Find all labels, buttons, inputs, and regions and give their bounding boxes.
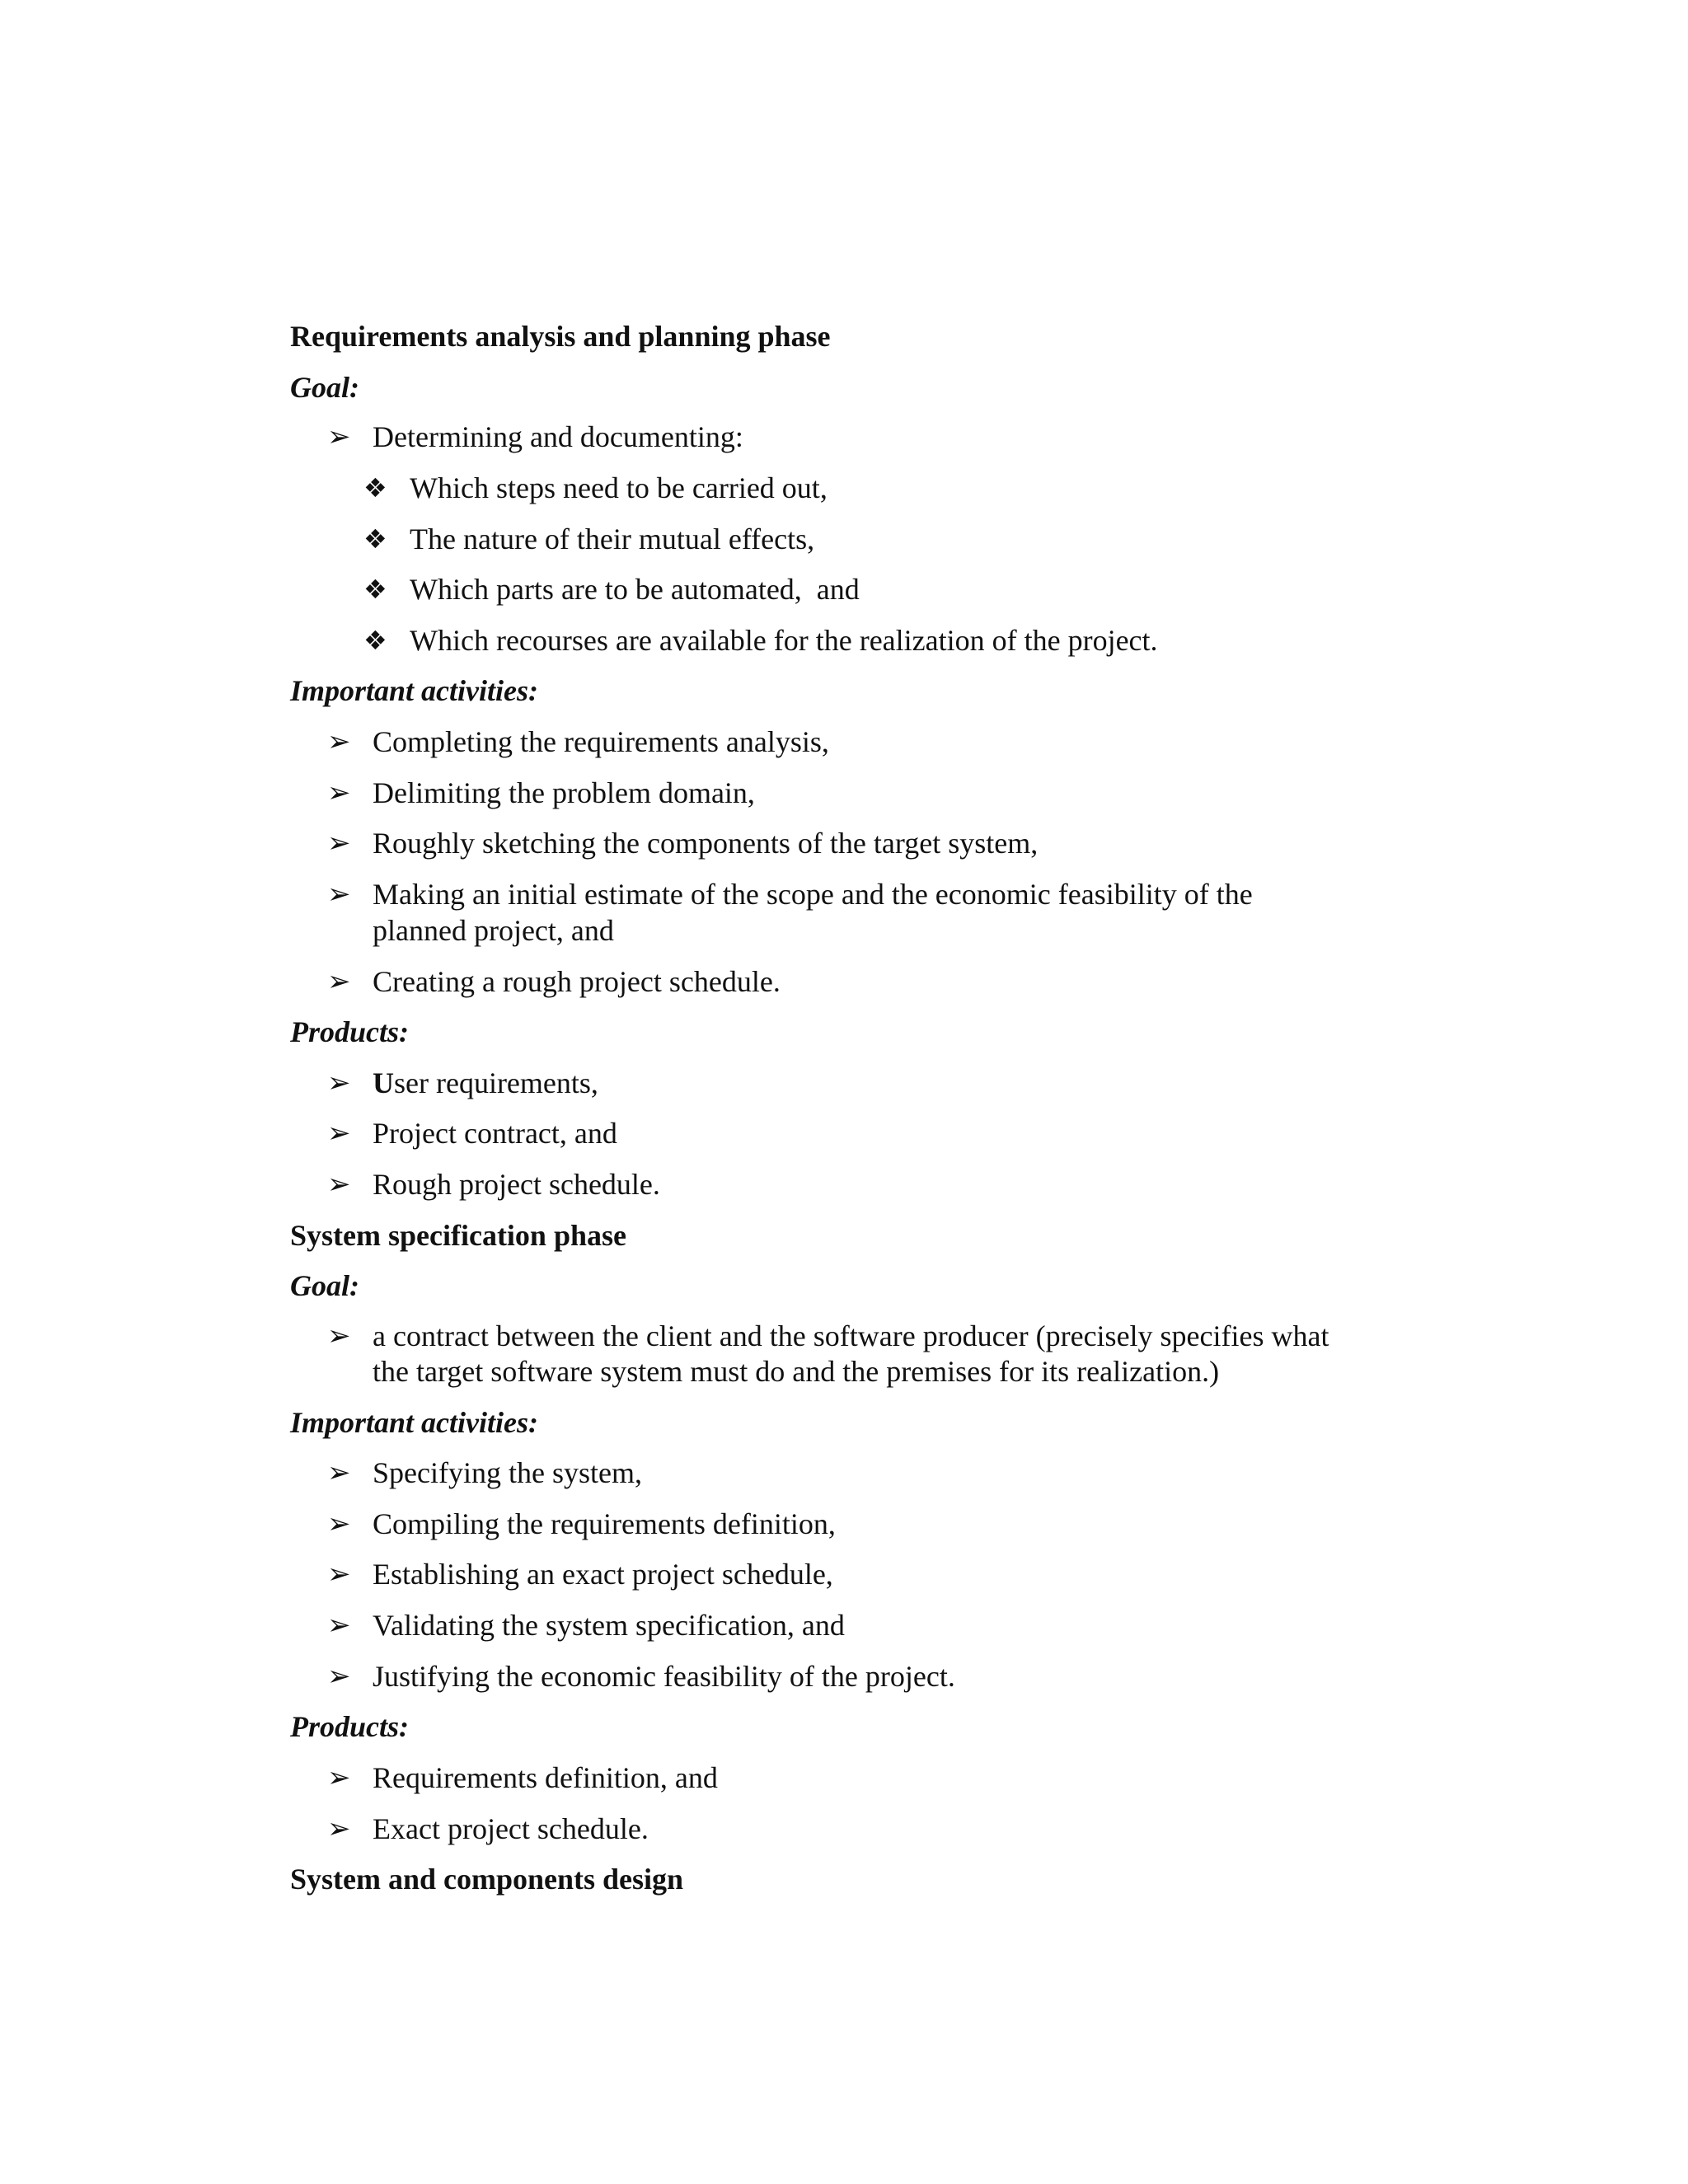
arrow-bullet-icon: ➢ xyxy=(327,725,351,758)
arrow-bullet-icon: ➢ xyxy=(327,1319,351,1352)
list-item: Compiling the requirements definition, xyxy=(373,1507,836,1540)
section-heading: System and components design xyxy=(290,1863,684,1896)
arrow-bullet-icon: ➢ xyxy=(327,776,351,809)
goal-label: Goal: xyxy=(290,1269,359,1302)
arrow-bullet-icon: ➢ xyxy=(327,1507,351,1540)
list-item: Exact project schedule. xyxy=(373,1812,649,1845)
arrow-bullet-icon: ➢ xyxy=(327,878,351,911)
arrow-bullet-icon: ➢ xyxy=(327,1812,351,1845)
arrow-bullet-icon: ➢ xyxy=(327,1660,351,1693)
activities-label: Important activities: xyxy=(290,674,538,707)
goal-label: Goal: xyxy=(290,371,359,404)
list-item: Creating a rough project schedule. xyxy=(373,965,781,998)
sub-list-item: Which steps need to be carried out, xyxy=(410,471,828,504)
activities-label: Important activities: xyxy=(290,1406,538,1439)
section-heading: Requirements analysis and planning phase xyxy=(290,320,831,353)
four-diamond-bullet-icon: ❖ xyxy=(363,523,387,555)
arrow-bullet-icon: ➢ xyxy=(327,1168,351,1201)
list-item: Making an initial estimate of the scope and the economic feasibility of the xyxy=(373,878,1253,911)
sub-list-item: The nature of their mutual effects, xyxy=(410,523,815,555)
list-item: Justifying the economic feasibility of the project. xyxy=(373,1660,955,1693)
list-item: Completing the requirements analysis, xyxy=(373,725,829,758)
arrow-bullet-icon: ➢ xyxy=(327,1558,351,1591)
list-item: Project contract, and xyxy=(373,1117,617,1150)
four-diamond-bullet-icon: ❖ xyxy=(363,625,387,656)
list-item: a contract between the client and the software producer (precisely specifies what xyxy=(373,1319,1329,1352)
arrow-bullet-icon: ➢ xyxy=(327,1066,351,1099)
arrow-bullet-icon: ➢ xyxy=(327,1117,351,1150)
arrow-bullet-icon: ➢ xyxy=(327,1761,351,1794)
list-item: Establishing an exact project schedule, xyxy=(373,1558,833,1591)
list-item: Specifying the system, xyxy=(373,1456,642,1489)
four-diamond-bullet-icon: ❖ xyxy=(363,574,387,605)
list-item-rest: ser requirements, xyxy=(394,1066,598,1099)
arrow-bullet-icon: ➢ xyxy=(327,420,351,453)
list-item-continuation: the target software system must do and the premises for its realization.) xyxy=(373,1355,1220,1388)
list-item-continuation: planned project, and xyxy=(373,914,614,947)
section-heading: System specification phase xyxy=(290,1219,626,1252)
arrow-bullet-icon: ➢ xyxy=(327,965,351,998)
products-label: Products: xyxy=(290,1015,409,1048)
list-item: Validating the system specification, and xyxy=(373,1609,845,1642)
list-item: Rough project schedule. xyxy=(373,1168,660,1201)
list-item: Delimiting the problem domain, xyxy=(373,776,755,809)
sub-list-item: Which recourses are available for the realization of the project. xyxy=(410,624,1158,657)
list-item xyxy=(373,1065,598,1101)
list-item: Roughly sketching the components of the target system, xyxy=(373,827,1039,860)
products-label: Products: xyxy=(290,1710,409,1743)
arrow-bullet-icon: ➢ xyxy=(327,1456,351,1489)
list-item: Requirements definition, and xyxy=(373,1761,718,1794)
arrow-bullet-icon: ➢ xyxy=(327,827,351,860)
sub-list-item: Which parts are to be automated, and xyxy=(410,573,860,606)
four-diamond-bullet-icon: ❖ xyxy=(363,472,387,504)
arrow-bullet-icon: ➢ xyxy=(327,1609,351,1642)
bold-initial: U xyxy=(373,1066,394,1099)
list-item: Determining and documenting: xyxy=(373,420,743,453)
